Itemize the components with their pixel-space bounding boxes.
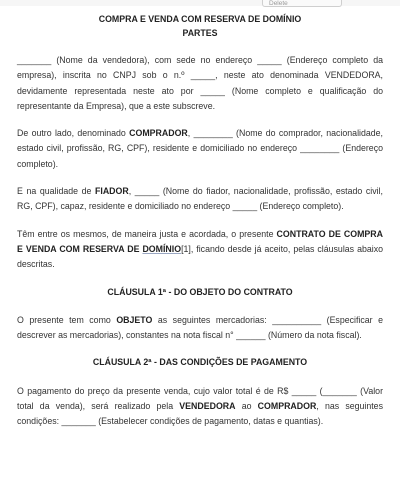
- paragraph-fiador: E na qualidade de FIADOR, _____ (Nome do fiador, nacionalidade, profissão, estado civil, RG, CPF), capaz, residente e domiciliado no endereço _____ (Endereço completo).: [17, 186, 383, 212]
- comprador-label-2: COMPRADOR: [257, 401, 317, 412]
- clause-1-heading: CLÁUSULA 1ª - DO OBJETO DO CONTRATO: [107, 286, 293, 297]
- paragraph-contrato: Têm entre os mesmos, de maneira justa e acordada, o presente CONTRATO DE COMPRA E VENDA COM RESERVA DE DOMÍNIO[1], ficando desde já aceito, pelas cláusulas abaixo descritas.: [17, 228, 383, 270]
- comprador-label: COMPRADOR: [129, 128, 188, 139]
- document-title: COMPRA E VENDA COM RESERVA DE DOMÍNIO: [98, 14, 302, 24]
- vendedora-label: VENDEDORA: [179, 401, 236, 412]
- delete-button[interactable]: Delete: [262, 0, 342, 7]
- objeto-label: OBJETO: [116, 314, 153, 325]
- contrato-label: CONTRATO DE COMPRA E VENDA COM RESERVA DE: [17, 228, 383, 254]
- footnote-ref[interactable]: [1]: [181, 243, 191, 254]
- clause-2-heading: CLÁUSULA 2ª - DAS CONDIÇÕES DE PAGAMENTO: [92, 357, 308, 368]
- paragraph-comprador: De outro lado, denominado COMPRADOR, ________ (Nome do comprador, nacionalidade, estado civil, profissão, RG, CPF), residente e domiciliado no endereço ________ (Endereço completo).: [17, 128, 383, 169]
- paragraph-objeto: O presente tem como OBJETO as seguintes mercadorias: __________ (Especificar e descrever as mercadorias), constantes na nota fiscal n° ______ (Número da nota fiscal).: [17, 314, 383, 341]
- document-subtitle: PARTES: [182, 28, 218, 38]
- dominio-link[interactable]: DOMÍNIO: [142, 243, 182, 254]
- paragraph-pagamento: O pagamento do preço da presente venda, cujo valor total é de R$ _____ (_______ (Valor total da venda), será realizado pela VENDEDORA ao COMPRADOR, nas seguintes condições: _______ (Estabelecer condições de pagamento, datas e quantias).: [17, 385, 383, 427]
- fiador-label: FIADOR: [95, 186, 129, 197]
- paragraph-vendedora: _______ (Nome da vendedora), com sede no endereço _____ (Endereço completo da empresa), inscrita no CNPJ sob o n.º _____, neste ato denominada VENDEDORA, devidamente representada neste ato por _____ (Nome completo e qualificação do representante da Empresa), que a este subscreve.: [17, 55, 383, 111]
- document-page: [17, 12, 383, 442]
